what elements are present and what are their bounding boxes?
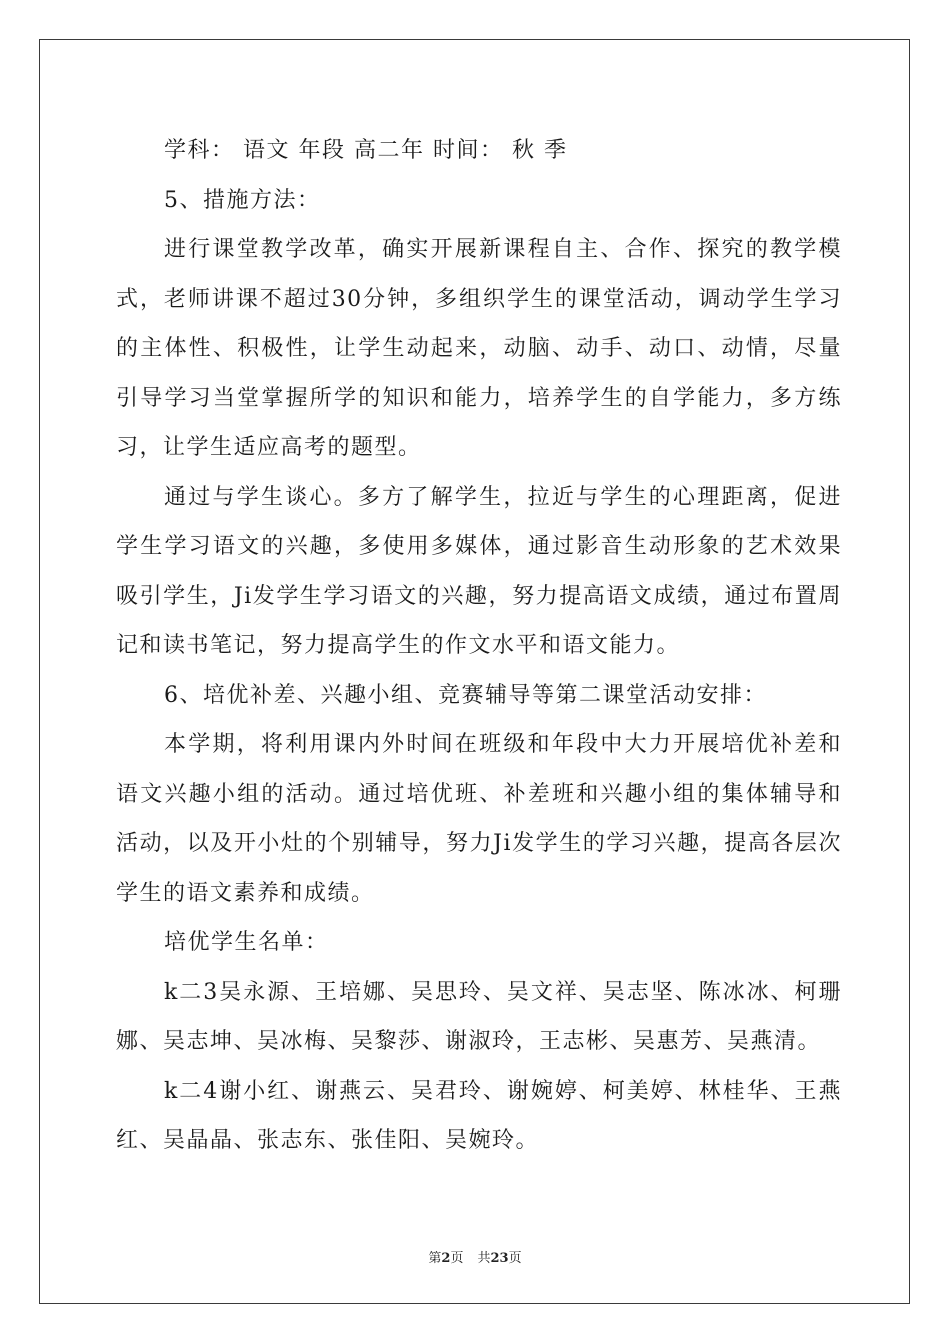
total-prefix: 共: [477, 1251, 491, 1266]
subject-line: 学科： 语文 年段 高二年 时间： 秋 季: [164, 138, 568, 163]
paragraph-student-interest: 通过与学生谈心。多方了解学生，拉近与学生的心理距离，促进学生学习语文的兴趣，多使用多媒体，通过影音生动形象的艺术效果吸引学生，Ji发学生学习语文的兴趣，努力提高语文成绩，通过布置周记和读书笔记，努力提高学生的作文水平和语文能力。: [116, 484, 842, 658]
student-list-class-4: k二4谢小红、谢燕云、吴君玲、谢婉婷、柯美婷、林桂华、王燕红、吴晶晶、张志东、张佳阳、吴婉玲。: [116, 1078, 842, 1153]
page-suffix: 页: [450, 1251, 464, 1266]
section-heading-activities: 6、培优补差、兴趣小组、竞赛辅导等第二课堂活动安排：: [164, 682, 767, 708]
page-prefix: 第: [428, 1251, 442, 1266]
list-heading-students: 培优学生名单：: [164, 930, 329, 955]
document-body: [116, 126, 842, 1166]
total-pages: 23: [490, 1251, 509, 1266]
paragraph-activities: 本学期，将利用课内外时间在班级和年段中大力开展培优补差和语文兴趣小组的活动。通过培优班、补差班和兴趣小组的集体辅导和活动，以及开小灶的个别辅导，努力Ji发学生的学习兴趣，提高各层次学生的语文素养和成绩。: [116, 732, 842, 906]
section-heading-measures: 5、措施方法：: [164, 187, 321, 213]
paragraph-teaching-reform: 进行课堂教学改革，确实开展新课程自主、合作、探究的教学模式，老师讲课不超过30分钟，多组织学生的课堂活动，调动学生学习的主体性、积极性，让学生动起来，动脑、动手、动口、动情，尽量引导学习当堂掌握所学的知识和能力，培养学生的自学能力，多方练习，让学生适应高考的题型。: [116, 237, 842, 460]
page-number: 2: [441, 1251, 451, 1266]
student-list-class-3: k二3吴永源、王培娜、吴思玲、吴文祥、吴志坚、陈冰冰、柯珊娜、吴志坤、吴冰梅、吴黎莎、谢淑玲，王志彬、吴惠芳、吴燕清。: [116, 979, 842, 1054]
page-footer: [0, 1247, 950, 1266]
total-suffix: 页: [508, 1251, 522, 1266]
